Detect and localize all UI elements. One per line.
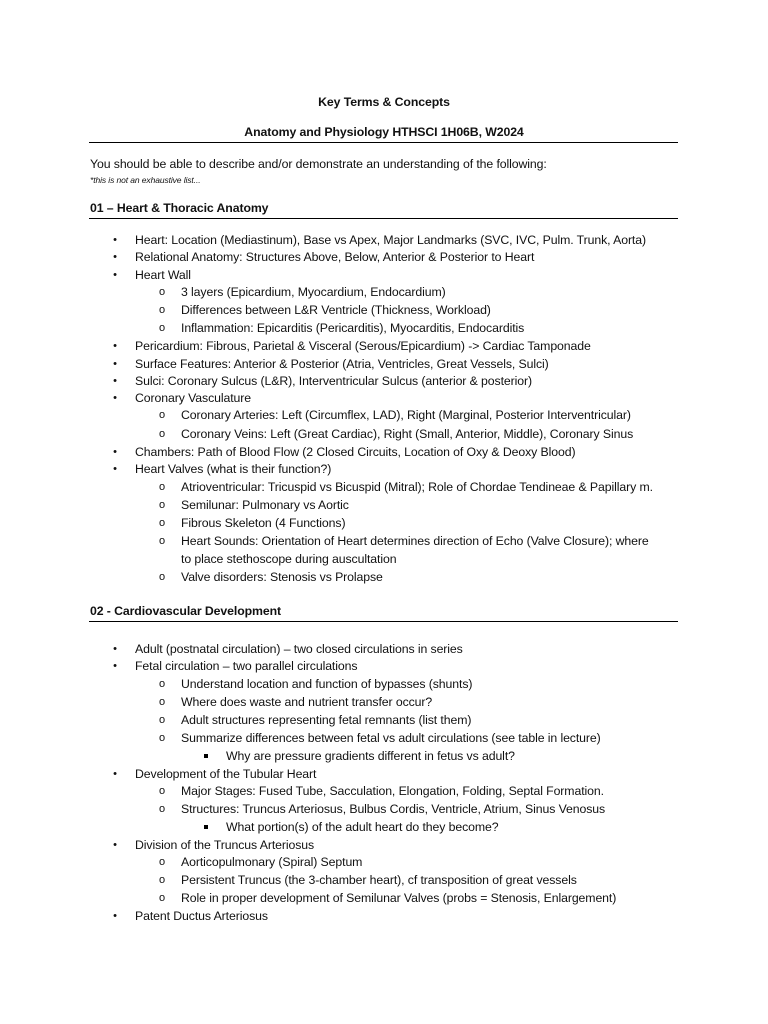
bullet-marker: • xyxy=(113,643,117,655)
section1-list-item: Coronary Arteries: Left (Circumflex, LAD), Right (Marginal, Posterior Interventricular) xyxy=(181,408,631,422)
sub-bullet-marker: o xyxy=(158,409,166,421)
section1-list-item: Coronary Vasculature xyxy=(135,391,252,405)
section2-list-item: Fetal circulation – two parallel circulations xyxy=(135,659,358,673)
section2-list-item: Division of the Truncus Arteriosus xyxy=(135,838,315,852)
bullet-marker: • xyxy=(113,768,117,780)
bullet-marker: • xyxy=(113,358,117,370)
intro-text: You should be able to describe and/or demonstrate an understanding of the following: xyxy=(90,157,547,171)
sub-bullet-marker: o xyxy=(158,481,166,493)
bullet-marker: • xyxy=(113,340,117,352)
section1-list-item: Sulci: Coronary Sulcus (L&R), Interventricular Sulcus (anterior & posterior) xyxy=(135,374,532,388)
header-divider xyxy=(89,142,678,143)
section2-list-item: Role in proper development of Semilunar Valves (probs = Stenosis, Enlargement) xyxy=(181,891,617,905)
sub-bullet-marker: o xyxy=(158,571,166,583)
sub-bullet-marker: o xyxy=(158,535,166,547)
bullet-marker: • xyxy=(113,660,117,672)
section1-list-item: to place stethoscope during auscultation xyxy=(181,552,397,566)
section2-list-item: Why are pressure gradients different in fetus vs adult? xyxy=(226,749,515,763)
sub-bullet-marker: o xyxy=(158,856,166,868)
bullet-marker: • xyxy=(113,839,117,851)
section-heading-1: 01 – Heart & Thoracic Anatomy xyxy=(90,201,269,215)
sub-bullet-marker: o xyxy=(158,732,166,744)
square-bullet-marker xyxy=(204,754,208,758)
section2-list-item: Adult (postnatal circulation) – two closed circulations in series xyxy=(135,642,463,656)
section1-list-item: Coronary Veins: Left (Great Cardiac), Right (Small, Anterior, Middle), Coronary Sinus xyxy=(181,427,634,441)
sub-bullet-marker: o xyxy=(158,785,166,797)
section2-list-item: Structures: Truncus Arteriosus, Bulbus Cordis, Ventricle, Atrium, Sinus Venosus xyxy=(181,802,606,816)
section1-list-item: Heart Valves (what is their function?) xyxy=(135,462,332,476)
bullet-marker: • xyxy=(113,251,117,263)
square-bullet-marker xyxy=(204,825,208,829)
sub-bullet-marker: o xyxy=(158,803,166,815)
section-divider-2 xyxy=(89,621,678,622)
section1-list-item: Relational Anatomy: Structures Above, Below, Anterior & Posterior to Heart xyxy=(135,250,535,264)
course-title: Anatomy and Physiology HTHSCI 1H06B, W2024 xyxy=(244,125,524,139)
section1-list-item: Heart Wall xyxy=(135,268,191,282)
section2-list-item: Development of the Tubular Heart xyxy=(135,767,317,781)
section2-list-item: What portion(s) of the adult heart do they become? xyxy=(226,820,499,834)
sub-bullet-marker: o xyxy=(158,286,166,298)
section1-list-item: Surface Features: Anterior & Posterior (Atria, Ventricles, Great Vessels, Sulci) xyxy=(135,357,549,371)
section1-list-item: Heart Sounds: Orientation of Heart determines direction of Echo (Valve Closure); where xyxy=(181,534,649,548)
bullet-marker: • xyxy=(113,463,117,475)
section1-list-item: Semilunar: Pulmonary vs Aortic xyxy=(181,498,349,512)
section2-list-item: Major Stages: Fused Tube, Sacculation, Elongation, Folding, Septal Formation. xyxy=(181,784,604,798)
section2-list-item: Patent Ductus Arteriosus xyxy=(135,909,268,923)
sub-bullet-marker: o xyxy=(158,304,166,316)
section-divider-1 xyxy=(89,218,678,219)
section-heading-2: 02 - Cardiovascular Development xyxy=(90,604,281,618)
bullet-marker: • xyxy=(113,446,117,458)
section1-list-item: Differences between L&R Ventricle (Thickness, Workload) xyxy=(181,303,491,317)
page-title: Key Terms & Concepts xyxy=(318,95,450,109)
sub-bullet-marker: o xyxy=(158,428,166,440)
sub-bullet-marker: o xyxy=(158,892,166,904)
section1-list-item: Pericardium: Fibrous, Parietal & Visceral (Serous/Epicardium) -> Cardiac Tamponade xyxy=(135,339,591,353)
bullet-marker: • xyxy=(113,234,117,246)
section1-list-item: Fibrous Skeleton (4 Functions) xyxy=(181,516,346,530)
section1-list-item: 3 layers (Epicardium, Myocardium, Endocardium) xyxy=(181,285,446,299)
sub-bullet-marker: o xyxy=(158,696,166,708)
sub-bullet-marker: o xyxy=(158,499,166,511)
sub-bullet-marker: o xyxy=(158,714,166,726)
section2-list-item: Where does waste and nutrient transfer occur? xyxy=(181,695,433,709)
sub-bullet-marker: o xyxy=(158,322,166,334)
sub-bullet-marker: o xyxy=(158,517,166,529)
section2-list-item: Adult structures representing fetal remnants (list them) xyxy=(181,713,472,727)
section1-list-item: Valve disorders: Stenosis vs Prolapse xyxy=(181,570,383,584)
bullet-marker: • xyxy=(113,375,117,387)
disclaimer-note: *this is not an exhaustive list... xyxy=(90,175,201,185)
section1-list-item: Heart: Location (Mediastinum), Base vs Apex, Major Landmarks (SVC, IVC, Pulm. Trunk, Aorta) xyxy=(135,233,646,247)
section2-list-item: Understand location and function of bypasses (shunts) xyxy=(181,677,473,691)
sub-bullet-marker: o xyxy=(158,874,166,886)
sub-bullet-marker: o xyxy=(158,678,166,690)
section2-list-item: Aorticopulmonary (Spiral) Septum xyxy=(181,855,363,869)
section2-list-item: Persistent Truncus (the 3-chamber heart), cf transposition of great vessels xyxy=(181,873,577,887)
bullet-marker: • xyxy=(113,910,117,922)
bullet-marker: • xyxy=(113,392,117,404)
section1-list-item: Inflammation: Epicarditis (Pericarditis), Myocarditis, Endocarditis xyxy=(181,321,525,335)
section2-list-item: Summarize differences between fetal vs adult circulations (see table in lecture) xyxy=(181,731,601,745)
section1-list-item: Atrioventricular: Tricuspid vs Bicuspid (Mitral); Role of Chordae Tendineae & Papillary m. xyxy=(181,480,653,494)
section1-list-item: Chambers: Path of Blood Flow (2 Closed Circuits, Location of Oxy & Deoxy Blood) xyxy=(135,445,576,459)
bullet-marker: • xyxy=(113,269,117,281)
